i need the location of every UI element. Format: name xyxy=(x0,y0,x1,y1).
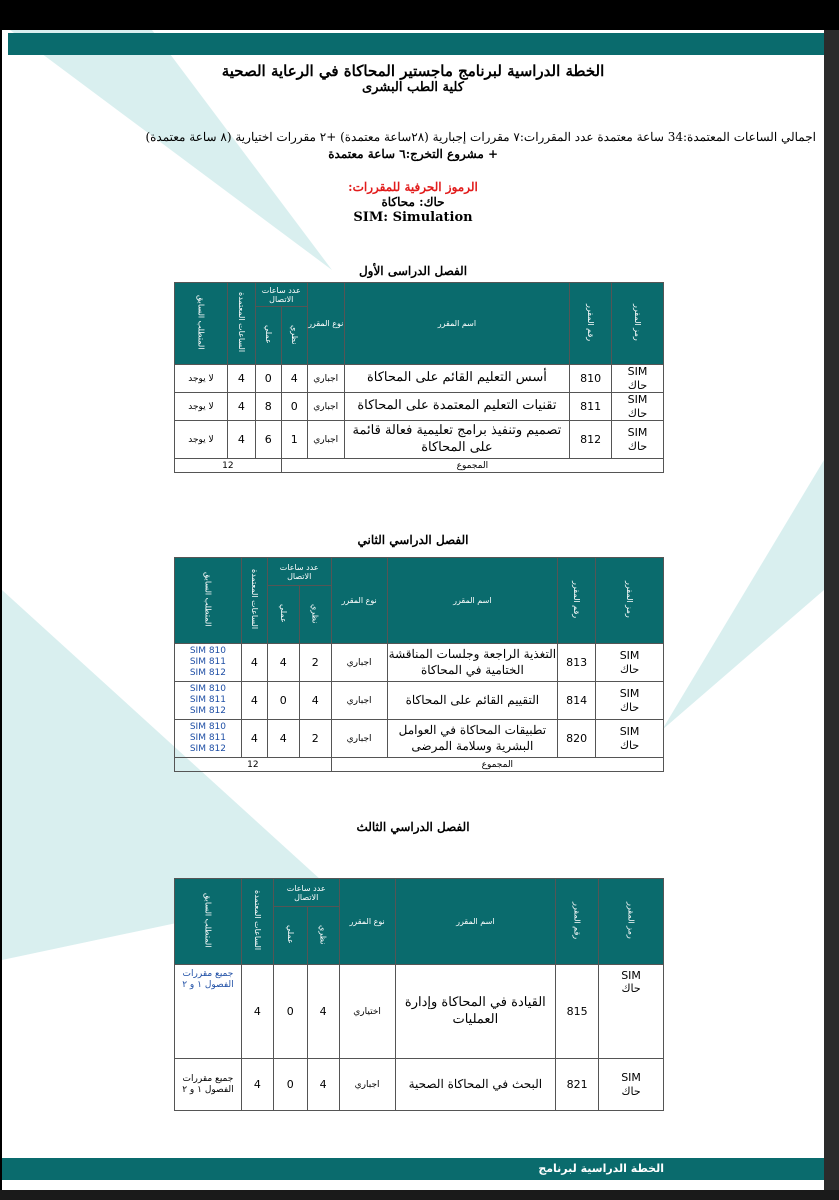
table-row xyxy=(175,365,664,393)
code-english: SIM: Simulation xyxy=(353,210,473,225)
theory-header: نظري xyxy=(310,603,320,624)
name-header: اسم المقرر xyxy=(344,283,569,365)
contact-hours-header: عدد ساعات الاتصال xyxy=(255,283,307,307)
semester-3-table xyxy=(174,878,664,1111)
theory-cell: 4 xyxy=(307,1059,339,1111)
theory-header: نظري xyxy=(289,324,299,345)
theory-cell: 0 xyxy=(281,393,307,421)
total-value: 12 xyxy=(175,459,282,473)
type-cell: اجباري xyxy=(307,365,344,393)
type-cell: اجباري xyxy=(331,644,387,682)
name-header: اسم المقرر xyxy=(395,879,556,965)
type-cell: اجباري xyxy=(339,1059,395,1111)
type-cell: اجباري xyxy=(307,393,344,421)
total-row xyxy=(175,758,664,772)
total-row xyxy=(175,459,664,473)
number-header: رقم المقرر xyxy=(572,901,582,940)
course-code-cell: SIM حاك xyxy=(596,682,664,720)
course-name-cell: تصميم وتنفيذ برامج تعليمية فعالة قائمة على المحاكاة xyxy=(344,421,569,459)
course-name-cell: التقييم القائم على المحاكاة xyxy=(387,682,558,720)
theory-cell: 4 xyxy=(299,682,331,720)
type-header: نوع المقرر xyxy=(339,879,395,965)
name-header: اسم المقرر xyxy=(387,558,558,644)
course-code-cell: SIM حاك xyxy=(596,720,664,758)
course-code-cell: SIM حاك xyxy=(599,965,664,1059)
type-header: نوع المقرر xyxy=(331,558,387,644)
type-header: نوع المقرر xyxy=(307,283,344,365)
practical-cell: 4 xyxy=(267,720,299,758)
course-name-cell: تقنيات التعليم المعتمدة على المحاكاة xyxy=(344,393,569,421)
prereq-cell: لا يوجد xyxy=(175,421,228,459)
theory-cell: 2 xyxy=(299,720,331,758)
credits-cell: 4 xyxy=(227,365,255,393)
practical-cell: 0 xyxy=(273,1059,307,1111)
semester-2-table xyxy=(174,557,664,772)
credits-cell: 4 xyxy=(227,393,255,421)
number-header: رقم المقرر xyxy=(586,303,596,342)
credits-header: الساعات المعتمدة xyxy=(249,569,259,630)
practical-cell: 6 xyxy=(255,421,281,459)
credit-summary-line-1: اجمالي الساعات المعتمدة:34 ساعة معتمدة عدد المقررات:٧ مقررات إجبارية (٢٨ساعة معتمدة) +٢ مقررات اختيارية (٨ ساعة معتمدة) xyxy=(145,130,816,144)
contact-hours-header: عدد ساعات الاتصال xyxy=(273,879,339,907)
course-number-cell: 814 xyxy=(558,682,596,720)
credits-cell: 4 xyxy=(241,965,273,1059)
total-value: 12 xyxy=(175,758,332,772)
practical-cell: 4 xyxy=(267,644,299,682)
prereq-header: المتطلب السابق xyxy=(203,572,213,627)
total-label: المجموع xyxy=(281,459,663,473)
course-code-cell: SIM حاك xyxy=(599,1059,664,1111)
credits-cell: 4 xyxy=(227,421,255,459)
prereq-header: المتطلب السابق xyxy=(203,893,213,948)
type-cell: اختياري xyxy=(339,965,395,1059)
theory-cell: 1 xyxy=(281,421,307,459)
course-code-cell: SIM حاك xyxy=(612,421,664,459)
table-row xyxy=(175,644,664,682)
document-page xyxy=(2,30,824,1190)
credits-cell: 4 xyxy=(241,682,267,720)
theory-cell: 4 xyxy=(307,965,339,1059)
table-row xyxy=(175,393,664,421)
prereq-cell: SIM 810 SIM 811 SIM 812 xyxy=(175,644,242,682)
code-header: رمز المقرر xyxy=(633,304,643,341)
header-bar xyxy=(8,33,824,55)
table-row xyxy=(175,965,664,1059)
table-row xyxy=(175,720,664,758)
credits-header: الساعات المعتمدة xyxy=(252,890,262,951)
course-code-cell: SIM حاك xyxy=(612,365,664,393)
prereq-cell: لا يوجد xyxy=(175,365,228,393)
credits-header: الساعات المعتمدة xyxy=(236,292,246,353)
code-header: رمز المقرر xyxy=(625,581,635,618)
type-cell: اجباري xyxy=(307,421,344,459)
theory-header: نظري xyxy=(318,924,328,945)
semester-1-title: الفصل الدراسى الأول xyxy=(358,264,468,278)
course-name-cell: البحث في المحاكاة الصحية xyxy=(395,1059,556,1111)
theory-cell: 4 xyxy=(281,365,307,393)
course-number-cell: 810 xyxy=(570,365,612,393)
code-arabic: حاك: محاكاة xyxy=(381,195,445,209)
table-row xyxy=(175,682,664,720)
credits-cell: 4 xyxy=(241,720,267,758)
prereq-cell: جميع مقررات الفصول ١ و ٢ xyxy=(175,965,242,1059)
course-name-cell: التغذية الراجعة وجلسات المناقشة الختامية في المحاكاة xyxy=(387,644,558,682)
course-number-cell: 815 xyxy=(556,965,599,1059)
credit-summary-line-2: + مشروع التخرج:٦ ساعة معتمدة xyxy=(328,147,498,161)
prereq-header: المتطلب السابق xyxy=(196,295,206,350)
course-codes-heading: الرموز الحرفية للمقررات: xyxy=(348,180,478,194)
practical-header: عملي xyxy=(285,925,295,944)
practical-header: عملي xyxy=(263,325,273,344)
practical-cell: 8 xyxy=(255,393,281,421)
credits-cell: 4 xyxy=(241,1059,273,1111)
practical-cell: 0 xyxy=(267,682,299,720)
footer-text: الخطة الدراسية لبرنامج xyxy=(538,1162,664,1175)
course-number-cell: 811 xyxy=(570,393,612,421)
prereq-cell: SIM 810 SIM 811 SIM 812 xyxy=(175,682,242,720)
course-code-cell: SIM حاك xyxy=(612,393,664,421)
course-name-cell: القيادة في المحاكاة وإدارة العمليات xyxy=(395,965,556,1059)
type-cell: اجباري xyxy=(331,682,387,720)
table-row xyxy=(175,421,664,459)
theory-cell: 2 xyxy=(299,644,331,682)
credits-cell: 4 xyxy=(241,644,267,682)
practical-cell: 0 xyxy=(273,965,307,1059)
prereq-cell: لا يوجد xyxy=(175,393,228,421)
document-title: الخطة الدراسية لبرنامج ماجستير المحاكاة في الرعاية الصحية xyxy=(221,62,605,80)
number-header: رقم المقرر xyxy=(572,580,582,619)
course-name-cell: تطبيقات المحاكاة في العوامل البشرية وسلامة المرضى xyxy=(387,720,558,758)
code-header: رمز المقرر xyxy=(626,902,636,939)
type-cell: اجباري xyxy=(331,720,387,758)
course-number-cell: 820 xyxy=(558,720,596,758)
semester-2-title: الفصل الدراسي الثاني xyxy=(357,533,469,547)
total-label: المجموع xyxy=(331,758,663,772)
contact-hours-header: عدد ساعات الاتصال xyxy=(267,558,331,586)
practical-header: عملي xyxy=(278,604,288,623)
semester-3-title: الفصل الدراسي الثالث xyxy=(356,820,470,834)
semester-1-table xyxy=(174,282,664,473)
course-number-cell: 813 xyxy=(558,644,596,682)
footer-bar xyxy=(2,1158,824,1180)
prereq-cell: جميع مقررات الفصول ١ و ٢ xyxy=(175,1059,242,1111)
course-number-cell: 812 xyxy=(570,421,612,459)
practical-cell: 0 xyxy=(255,365,281,393)
college-name: كلية الطب البشرى xyxy=(362,80,464,95)
course-number-cell: 821 xyxy=(556,1059,599,1111)
prereq-cell: SIM 810 SIM 811 SIM 812 xyxy=(175,720,242,758)
viewer-shadow-right xyxy=(824,30,839,1200)
course-name-cell: أسس التعليم القائم على المحاكاة xyxy=(344,365,569,393)
course-code-cell: SIM حاك xyxy=(596,644,664,682)
table-row xyxy=(175,1059,664,1111)
viewer-shadow-bottom xyxy=(0,1190,839,1200)
